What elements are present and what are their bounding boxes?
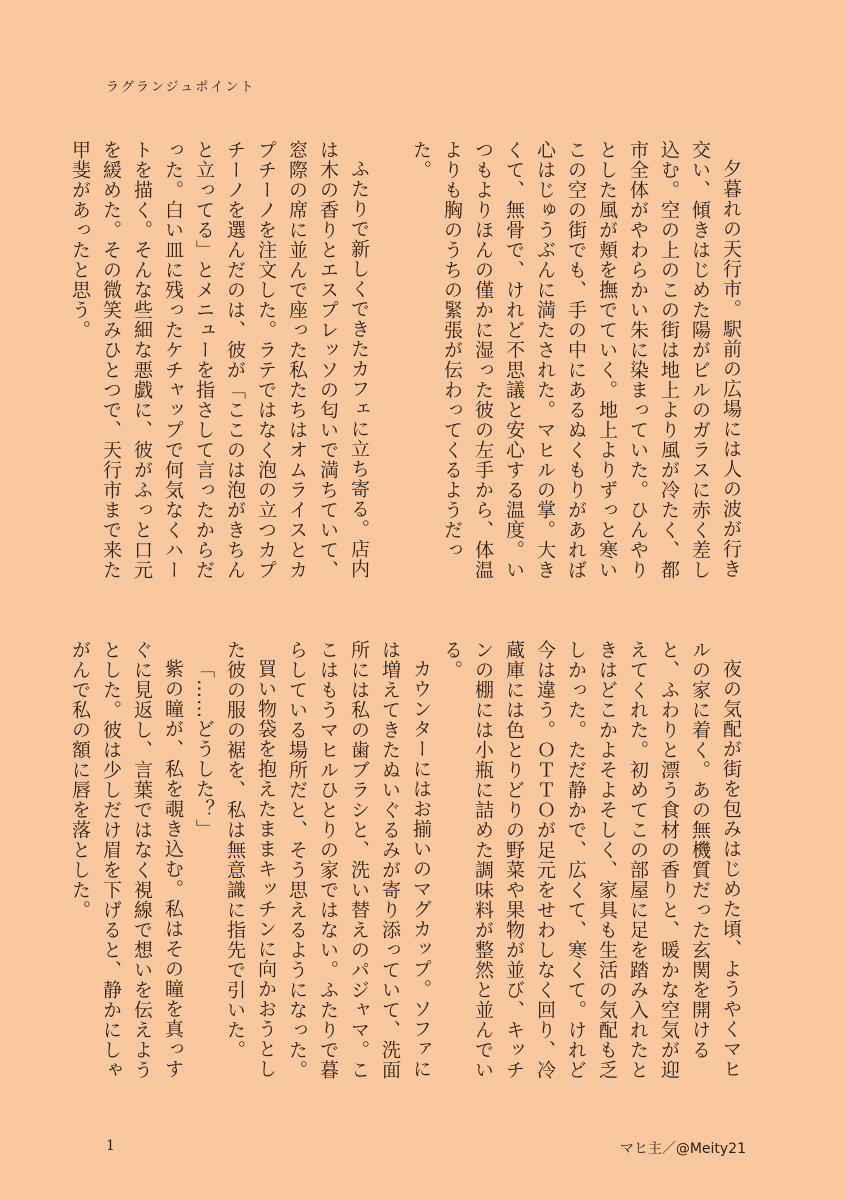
dialogue-line: 「……どうした？」 [193,659,215,839]
text-block-bottom [69,640,746,1084]
paragraph: カウンターにはお揃いのマグカップ。ソファには増えてきたぬいぐるみが寄り添っていて、洗面所には私の歯ブラシと、洗い替えのパジャマ。ここはもうマヒルひとりの家ではない。ふたりで暮らしている場所だと、そう思えるようになった。 [286,640,432,1080]
paragraph: 夜の気配が街を包みはじめた頃、ようやくマヒルの家に着く。あの無機質だった玄関を開けると、ふわりと漂う食材の香りと、暖かな空気が迎えてくれた。初めてこの部屋に足を踏み入れたときはどこかよそよそしく、家具も生活の気配も乏しかった。ただ静かで、広くて、寒くて。けれど今は違う。ＯＴＴＯが足元をせわしなく回り、冷蔵庫には色とりどりの野菜や果物が並び、キッチンの棚には小瓶に詰めた調味料が整然と並んでいる。 [441,640,742,1080]
running-title: ラグランジュポイント [106,80,256,95]
paragraph: ふたりで新しくできたカフェに立ち寄る。店内は木の香りとエスプレッソの匂いで満ちていて、窓際の席に並んで座った私たちはオムライスとカプチーノを注文した。ラテではなく泡の立つカプチーノを選んだのは、彼が「ここのは泡がきちんと立ってる」とメニューを指さして言ったからだった。白い皿に残ったケチャップで何気なくハートを描く。そんな些細な悪戯に、彼がふっと口元を緩めた。その微笑みひとつで、天行市まで来た甲斐があったと思う。 [69,140,370,580]
text-block-top [69,140,746,584]
paragraph: 紫の瞳が、私を覗き込む。私はその瞳を真っすぐに見返し、言葉ではなく視線で想いを伝えようとした。彼は少しだけ眉を下げると、静かにしゃがんで私の額に唇を落とした。 [69,640,184,1080]
page-number: 1 [106,1138,115,1154]
paragraph: 夕暮れの天行市。駅前の広場には人の波が行き交い、傾きはじめた陽がビルのガラスに赤く差し込む。空の上のこの街は地上より風が冷たく、都市全体がやわらかい朱に染まっていた。ひんやりとした風が頬を撫でていく。地上よりずっと寒いこの空の街でも、手の中にあるぬくもりがあれば心はじゅうぶんに満たされた。マヒルの掌。大きくて、無骨で、けれど不思議と安心する温度。いつもよりほんの僅かに湿った彼の左手から、体温よりも胸のうちの緊張が伝わってくるようだった。 [410,140,742,580]
paragraph: 買い物袋を抱えたままキッチンに向かおうとした彼の服の裾を、私は無意識に指先で引いた。 [224,640,277,1079]
author-credit: マヒ主／@Meity21 [619,1141,746,1157]
